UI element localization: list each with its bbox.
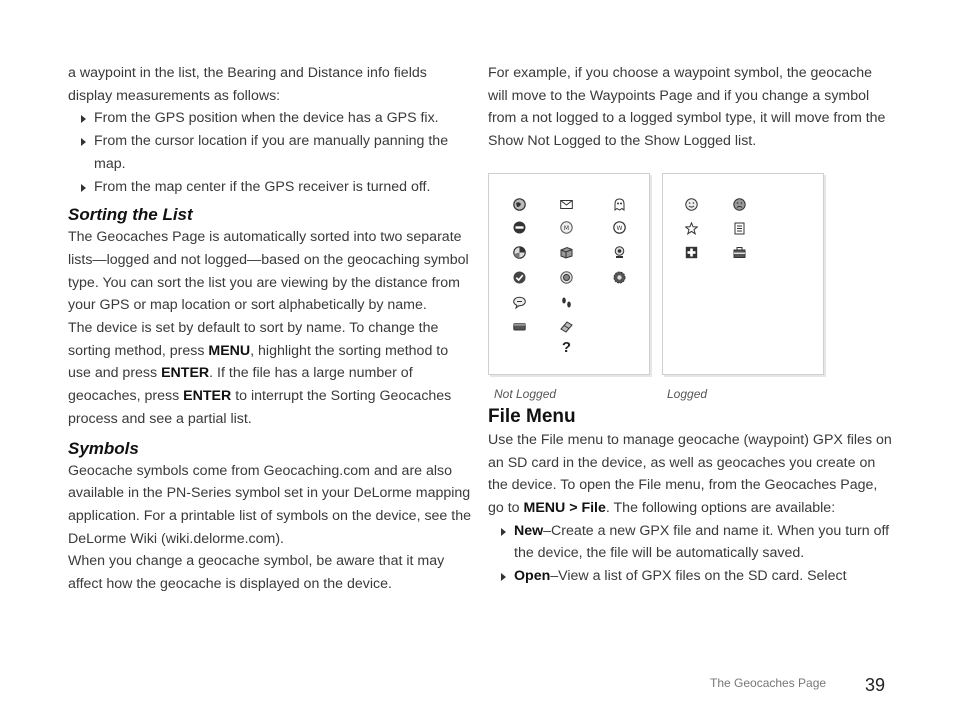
bullet-item: From the GPS position when the device has a GPS fix. [68,107,473,130]
svg-text:W: W [616,224,623,232]
logged-panel [662,173,824,375]
right-column [488,62,893,588]
first-aid-icon [685,246,698,259]
arrow-bullet-icon [81,184,86,192]
m-badge-icon [560,221,573,234]
file-menu-heading: File Menu [488,405,576,427]
symbols-heading: Symbols [68,438,139,458]
cache-icon [513,320,526,333]
bullet-item: From the cursor location if you are manually panning the map. [68,130,473,175]
sorting-heading: Sorting the List [68,205,193,225]
symbol-panels [488,173,893,405]
target-icon [560,271,573,284]
not-logged-caption: Not Logged [494,386,557,401]
arrow-bullet-icon [501,573,506,581]
arrow-bullet-icon [501,528,506,536]
file-menu-paragraph: Use the File menu to manage geocache (waypoint) GPX files on an SD card in the device, as well as geocaches you create on the device. To open the File menu, from the Geocaches Page, go to MENU > File. The following options are available: [488,431,892,516]
sorting-method-paragraph: The device is set by default to sort by name. To change the sorting method, press MENU, highlight the sorting method to use and press ENTER. If the file has a large number of geocaches, press ENTER to interrupt the Sorting Geocaches process and see a partial list. [68,320,452,427]
arrow-bullet-icon [81,138,86,146]
logged-caption: Logged [667,386,708,401]
not-logged-panel [488,173,650,375]
file-menu-option-open: Open–View a list of GPX files on the SD card. Select [488,565,893,588]
ghost-icon [613,198,626,211]
intro-paragraph: a waypoint in the list, the Bearing and Distance info fields display measurements as follows: [68,65,427,104]
arrow-bullet-icon [81,115,86,123]
check-icon [513,271,526,284]
box-icon [560,246,573,259]
svg-text:M: M [563,224,570,232]
no-entry-icon [513,221,526,234]
example-paragraph: For example, if you choose a waypoint symbol, the geocache will move to the Waypoints Page and if you change a symbol from a not logged to a logged symbol type, it will move from the Show Not Logged to the Show Logged list. [488,65,886,150]
symbols-warning-paragraph: When you change a geocache symbol, be aware that it may affect how the geocache is displayed on the device. [68,553,445,593]
w-badge-icon [613,221,626,234]
globe-icon [513,198,526,211]
left-column [68,62,473,596]
toolbox-icon [733,246,746,259]
frown-icon [733,198,746,211]
sorting-paragraph: The Geocaches Page is automatically sorted into two separate lists—logged and not logged—based on the geocaching symbol type. You can sort the list you are viewing by the distance from your GPS or map location or sort alphabetically by name. [68,229,469,314]
bullet-item: From the map center if the GPS receiver is turned off. [68,176,473,199]
star-icon [685,222,698,235]
file-menu-option-new: New–Create a new GPX file and name it. When you turn off the device, the file will be automatically saved. [488,520,893,565]
speech-icon [513,296,526,309]
question-icon: ? [561,338,572,356]
notepad-icon [733,222,746,235]
envelope-icon [560,198,573,211]
footer-section-title: The Geocaches Page [710,676,827,690]
gear-icon [613,271,626,284]
symbols-paragraph: Geocache symbols come from Geocaching.com and are also available in the PN-Series symbol set in your DeLorme mapping application. For a printable list of symbols on the device, see the DeLorme Wiki (wiki.delorme.com). [68,462,471,547]
footprints-icon [560,296,573,309]
pie-icon [513,246,526,259]
webcam-icon [613,246,626,259]
page-number: 39 [865,675,886,695]
eraser-icon [560,320,573,333]
smiley-icon [685,198,698,211]
